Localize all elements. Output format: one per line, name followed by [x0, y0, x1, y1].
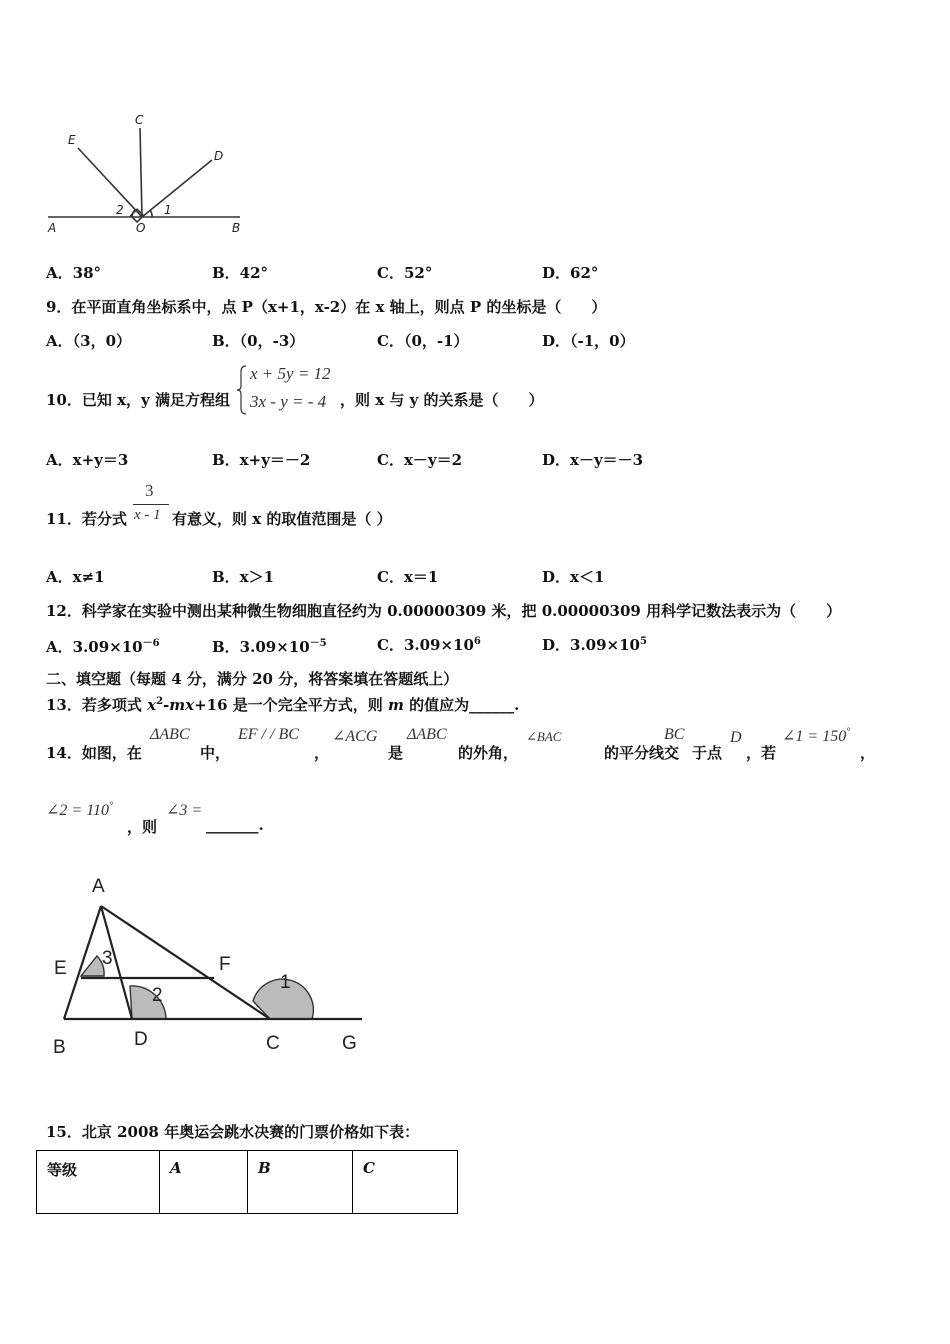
q14-m3: ∠ACG: [332, 728, 378, 745]
q12-option-d-label: D．3.09×10: [542, 636, 640, 654]
q14-m8-degree: °: [846, 726, 851, 738]
q9-text: 9．在平面直角坐标系中，点 P（x+1，x-2）在 x 轴上，则点 P 的坐标是（ ）: [46, 298, 607, 316]
q14-m5: ∠BAC: [526, 729, 562, 744]
q10-equation-1: x + 5y = 12: [250, 364, 331, 383]
q12-option-a-label: A．3.09×10: [46, 638, 143, 656]
q14-t3: ，: [314, 744, 330, 762]
table-header-b: B: [248, 1151, 353, 1214]
fraction-bar: [133, 504, 169, 505]
system-brace: [236, 364, 248, 416]
q14-m10: ∠3 =: [166, 802, 203, 819]
label-angle-1: 1: [164, 203, 172, 217]
q11-option-a: A．x≠1: [46, 568, 105, 586]
label-E: E: [54, 958, 67, 979]
label-A: A: [92, 876, 105, 897]
ray-OC: [140, 128, 142, 217]
q12-option-c-label: C．3.09×10: [377, 636, 474, 654]
q14-m6: BC: [664, 726, 685, 743]
label-O: O: [136, 221, 146, 235]
q14-t4: 是: [388, 744, 404, 762]
q13-text: [46, 694, 519, 715]
q10-suffix: ，则 x 与 y 的关系是（ ）: [340, 391, 544, 409]
table-row: [37, 1151, 458, 1214]
label-angle-1: 1: [280, 972, 291, 993]
ticket-price-table: [36, 1150, 458, 1214]
q10-option-b: B．x+y＝－2: [212, 451, 311, 469]
q13-x: x: [147, 696, 157, 714]
q12-option-a: [46, 634, 160, 657]
q12-option-b-label: B．3.09×10: [212, 638, 310, 656]
q14-m4: ΔABC: [407, 726, 447, 743]
label-D: D: [214, 149, 224, 163]
label-G: G: [342, 1033, 357, 1054]
label-C: C: [266, 1033, 280, 1054]
q12-option-d: [542, 634, 647, 655]
q12-option-a-exp: －6: [142, 638, 160, 649]
q9-option-a: A．（3，0）: [46, 332, 132, 350]
q12-option-d-exp: 5: [639, 636, 647, 647]
q8-option-d: D．62°: [542, 264, 599, 282]
q14-m8: [782, 726, 850, 746]
q9-option-c: C．（0，-1）: [377, 332, 469, 350]
q11-option-b: B．x＞1: [212, 568, 275, 586]
label-E: E: [68, 133, 76, 147]
q8-option-c: C．52°: [377, 264, 433, 282]
q13-part1: 13．若多项式: [46, 696, 148, 714]
table-header-grade: 等级: [37, 1151, 160, 1214]
q14-t8: ，若: [746, 744, 777, 762]
q14-m9-degree: °: [109, 800, 114, 812]
q12-option-b-exp: －5: [309, 638, 327, 649]
q10-option-a: A．x+y＝3: [46, 451, 129, 469]
q13-m: m: [387, 696, 404, 714]
q11-suffix: 有意义，则 x 的取值范围是（ ）: [172, 510, 392, 528]
q13-mx: mx: [169, 696, 195, 714]
q12-option-b: [212, 634, 327, 657]
label-angle-2: 2: [152, 985, 163, 1006]
label-B: B: [232, 221, 241, 235]
triangle-figure: [44, 868, 374, 1068]
q14-m9-value: ∠2 = 110: [46, 802, 110, 819]
q14-t10: ，则: [127, 818, 158, 836]
q10-option-c: C．x－y＝2: [377, 451, 463, 469]
q13-part3: +16 是一个完全平方式，则: [194, 696, 388, 714]
q14-t7: 于点: [692, 744, 723, 762]
q8-option-a: A．38°: [46, 264, 102, 282]
q14-blank: _______.: [206, 816, 264, 834]
label-C: C: [135, 113, 144, 127]
q8-option-b: B．42°: [212, 264, 269, 282]
label-D: D: [134, 1029, 148, 1050]
section-2-title: 二、填空题（每题 4 分，满分 20 分，将答案填在答题纸上）: [46, 670, 459, 688]
angle-figure: [40, 108, 260, 238]
q14-m7: D: [730, 729, 742, 746]
q13-part4: 的值应为______.: [403, 696, 520, 714]
q11-prefix: 11．若分式: [46, 510, 127, 528]
table-header-a: A: [160, 1151, 248, 1214]
q14-m9: [46, 800, 113, 820]
q12-option-c-exp: 6: [473, 636, 481, 647]
q13-part2: -: [163, 696, 170, 714]
q14-m8-value: ∠1 = 150: [782, 728, 847, 745]
q11-denominator: x - 1: [134, 507, 161, 523]
q11-option-c: C．x＝1: [377, 568, 439, 586]
label-F: F: [219, 954, 231, 975]
q10-equation-2: 3x - y = - 4: [250, 392, 327, 411]
q12-option-c: [377, 634, 481, 655]
label-angle-3: 3: [102, 948, 113, 969]
q14-t6: 的平分线交: [604, 744, 680, 762]
q10-option-d: D．x－y＝－3: [542, 451, 644, 469]
q9-option-d: D．（-1，0）: [542, 332, 635, 350]
ray-OD: [142, 160, 212, 217]
q14-t2: 中，: [200, 744, 231, 762]
q14-t9: ，: [860, 744, 876, 762]
table-header-c: C: [353, 1151, 458, 1214]
label-B: B: [53, 1037, 66, 1058]
ray-OE: [78, 148, 142, 217]
q13-sup: 2: [156, 696, 164, 707]
q14-t5: 的外角，: [458, 744, 519, 762]
label-angle-2: 2: [116, 203, 124, 217]
q10-prefix: 10．已知 x，y 满足方程组: [46, 391, 230, 409]
label-A: A: [48, 221, 57, 235]
q14-m2: EF / / BC: [238, 726, 299, 743]
q9-option-b: B．（0，-3）: [212, 332, 305, 350]
q11-option-d: D．x＜1: [542, 568, 605, 586]
q11-numerator: 3: [145, 481, 154, 500]
q12-text: 12．科学家在实验中测出某种微生物细胞直径约为 0.00000309 米，把 0.00000309 用科学记数法表示为（ ）: [46, 602, 842, 620]
q14-t1: 14．如图，在: [46, 744, 142, 762]
q14-m1: ΔABC: [150, 726, 190, 743]
q15-text: 15．北京 2008 年奥运会跳水决赛的门票价格如下表：: [46, 1123, 420, 1141]
